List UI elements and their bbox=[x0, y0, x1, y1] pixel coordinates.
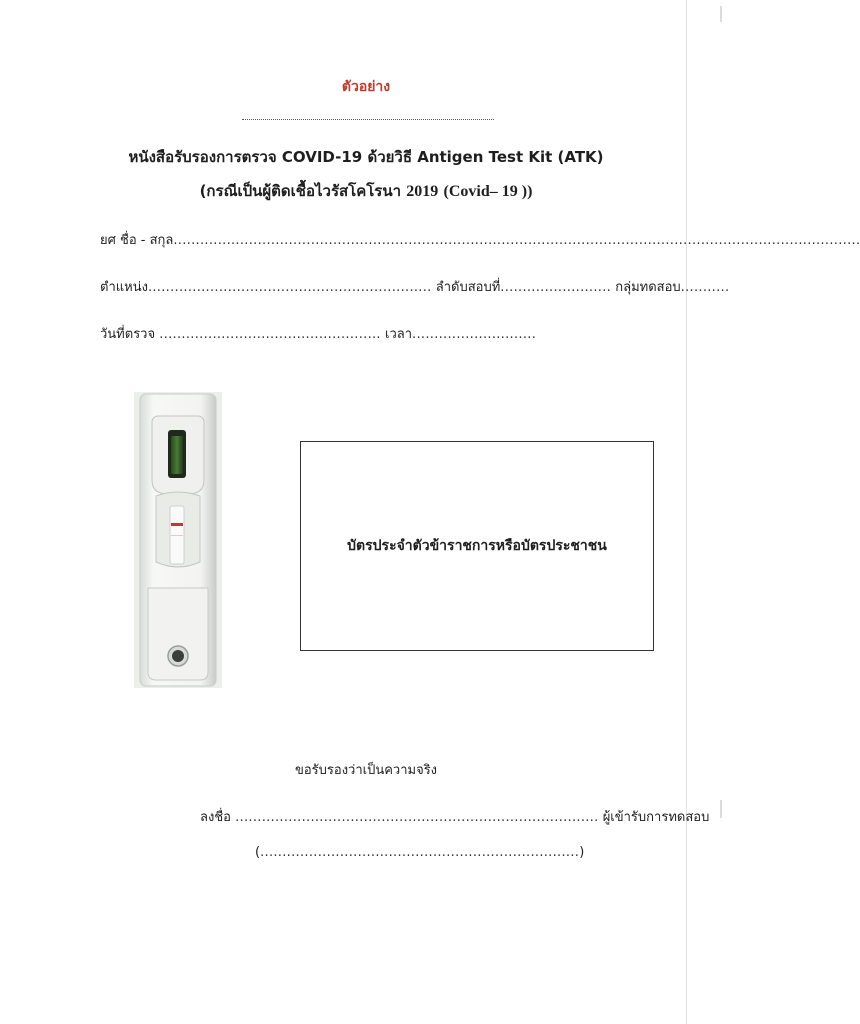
subtitle-year: 2019 bbox=[406, 183, 439, 200]
subtitle-prefix: (กรณีเป็นผู้ติดเชื้อไวรัสโคโรนา bbox=[199, 182, 402, 200]
signature-input-line[interactable]: .................................................................................. bbox=[235, 810, 599, 825]
test-date-input-line[interactable]: .................................................. bbox=[159, 327, 381, 342]
paren-open: ( bbox=[255, 845, 261, 860]
time-input-line[interactable]: ............................ bbox=[412, 327, 537, 342]
position-label: ตำแหน่ง bbox=[100, 280, 148, 295]
exam-order-label: ลำดับสอบที่ bbox=[435, 280, 501, 295]
sign-label: ลงชื่อ bbox=[200, 810, 231, 825]
printed-name-row bbox=[255, 845, 584, 860]
sample-label: ตัวอย่าง bbox=[341, 79, 391, 95]
paren-close: ) bbox=[579, 845, 585, 860]
printed-name-input-line[interactable]: ........................................................................ bbox=[260, 845, 580, 860]
date-field-row bbox=[100, 323, 536, 344]
name-field-row bbox=[100, 229, 860, 250]
certify-statement: ขอรับรองว่าเป็นความจริง bbox=[294, 763, 438, 778]
name-label: ยศ ชื่อ - สกุล bbox=[100, 233, 174, 248]
header-rule bbox=[242, 119, 494, 120]
time-label: เวลา bbox=[385, 327, 413, 342]
subtitle-suffix: (Covid– 19 )) bbox=[443, 183, 533, 200]
position-input-line[interactable]: ................................................................ bbox=[147, 280, 432, 295]
page-edge-mark bbox=[720, 6, 722, 22]
candidate-label: ผู้เข้ารับการทดสอบ bbox=[602, 810, 710, 825]
position-field-row bbox=[100, 276, 729, 297]
test-date-label: วันที่ตรวจ bbox=[100, 327, 156, 342]
exam-order-input-line[interactable]: ......................... bbox=[500, 280, 612, 295]
id-card-placeholder-box bbox=[300, 441, 654, 651]
page-edge-mark bbox=[720, 800, 722, 818]
signature-row bbox=[200, 806, 709, 827]
antigen-test-cassette-image bbox=[134, 392, 222, 688]
document-subtitle bbox=[0, 179, 732, 203]
test-group-label: กลุ่มทดสอบ bbox=[615, 280, 681, 295]
id-card-box-text: บัตรประจำตัวข้าราชการหรือบัตรประชาชน bbox=[347, 538, 607, 554]
test-group-input-line[interactable]: ........... bbox=[680, 280, 730, 295]
document-title: หนังสือรับรองการตรวจ COVID-19 ด้วยวิธี Antigen Test Kit (ATK) bbox=[128, 148, 604, 166]
name-input-line[interactable]: ........................................................................................................................................................... bbox=[173, 233, 860, 248]
